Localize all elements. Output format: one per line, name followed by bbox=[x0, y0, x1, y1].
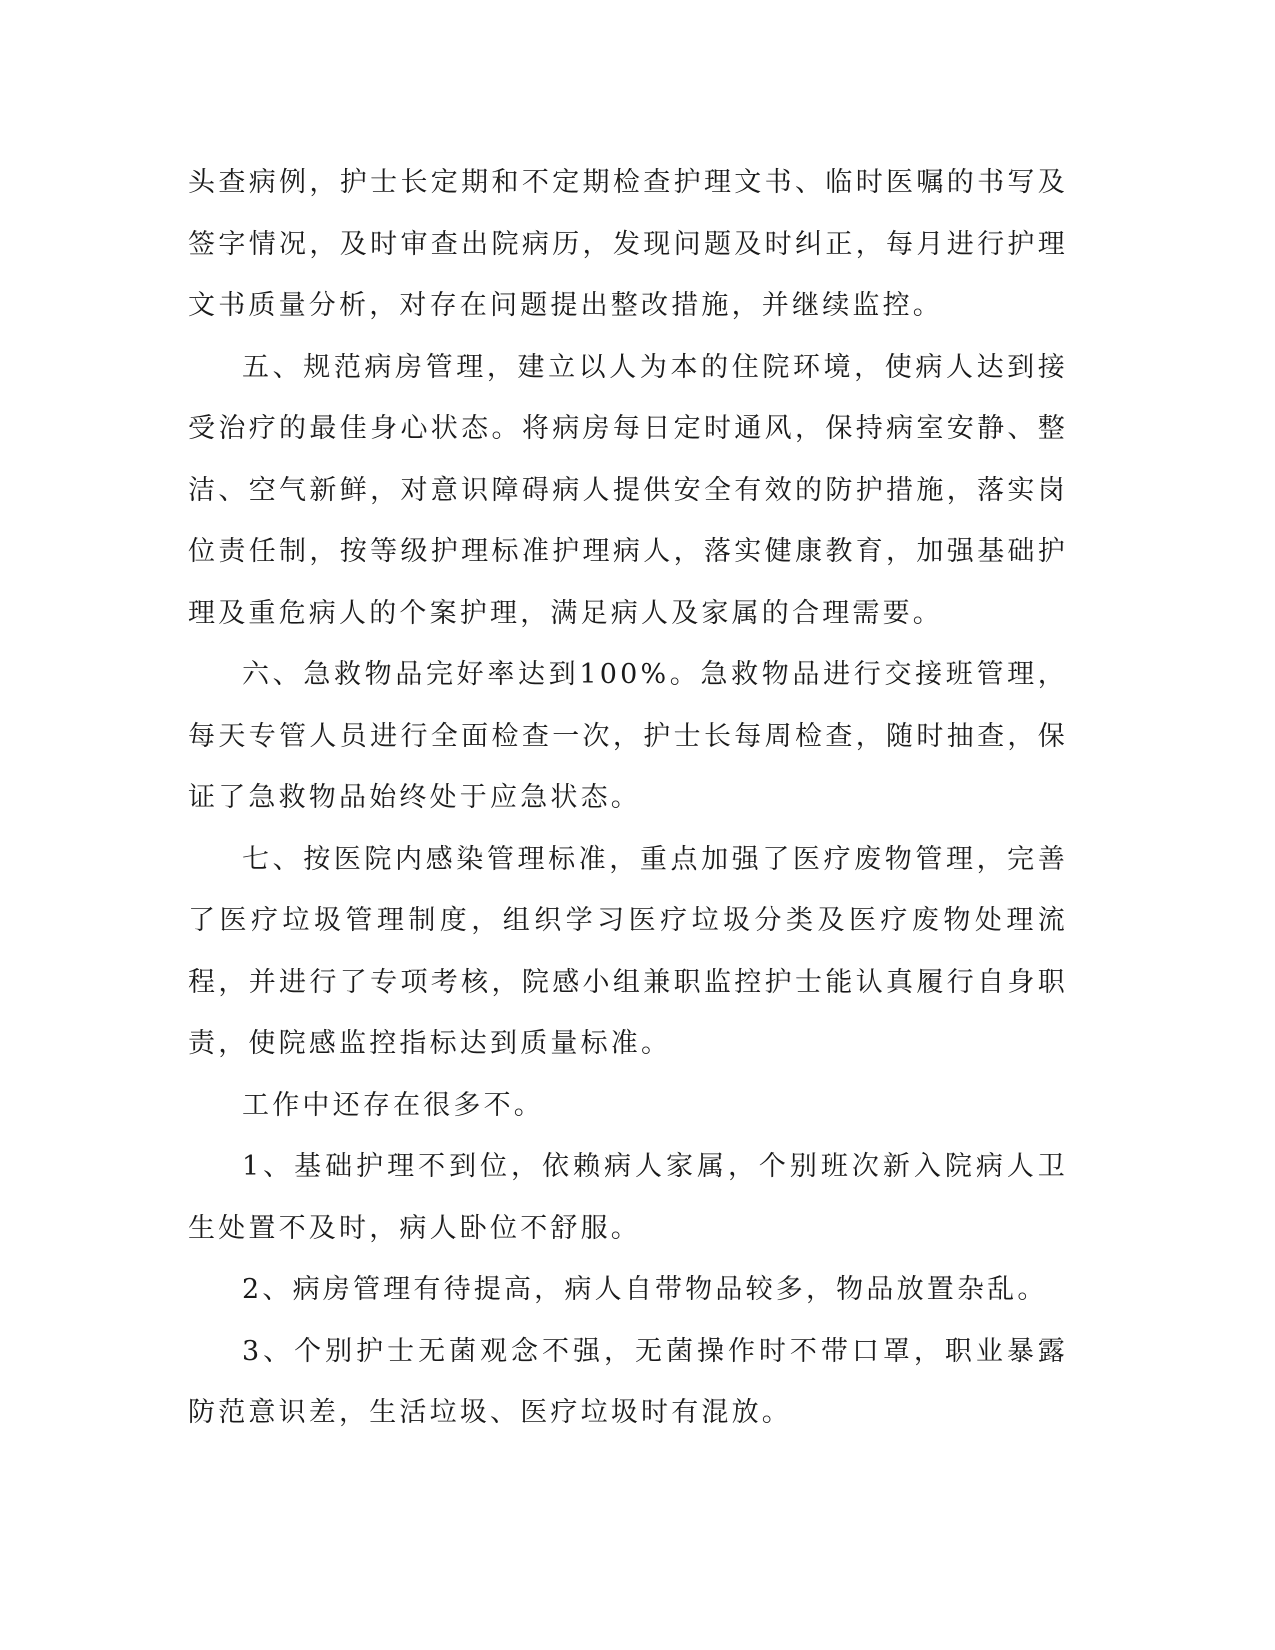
paragraph-continuation: 头查病例，护士长定期和不定期检查护理文书、临时医嘱的书写及签字情况，及时审查出院病历，发现问题及时纠正，每月进行护理文书质量分析，对存在问题提出整改措施，并继续监控。 bbox=[188, 167, 1068, 321]
list-item-basic-care: 1、基础护理不到位，依赖病人家属，个别班次新入院病人卫生处置不及时，病人卧位不舒服。 bbox=[188, 1151, 1068, 1244]
list-item-aseptic: 3、个别护士无菌观念不强，无菌操作时不带口罩，职业暴露防范意识差，生活垃圾、医疗垃圾时有混放。 bbox=[188, 1335, 1068, 1428]
paragraph-shortcomings-intro: 工作中还存在很多不。 bbox=[242, 1089, 544, 1121]
paragraph-infection-control: 七、按医院内感染管理标准，重点加强了医疗废物管理，完善了医疗垃圾管理制度，组织学习医疗垃圾分类及医疗废物处理流程，并进行了专项考核，院感小组兼职监控护士能认真履行自身职责，使院感监控指标达到质量标准。 bbox=[188, 843, 1068, 1059]
paragraph-emergency-supplies: 六、急救物品完好率达到100%。急救物品进行交接班管理，每天专管人员进行全面检查一次，护士长每周检查，随时抽查，保证了急救物品始终处于应急状态。 bbox=[188, 659, 1068, 813]
list-item-ward-order: 2、病房管理有待提高，病人自带物品较多，物品放置杂乱。 bbox=[242, 1274, 1048, 1305]
document-body bbox=[188, 152, 1068, 1444]
paragraph-ward-management: 五、规范病房管理，建立以人为本的住院环境，使病人达到接受治疗的最佳身心状态。将病房每日定时通风，保持病室安静、整洁、空气新鲜，对意识障碍病人提供安全有效的防护措施，落实岗位责任制，按等级护理标准护理病人，落实健康教育，加强基础护理及重危病人的个案护理，满足病人及家属的合理需要。 bbox=[188, 351, 1068, 629]
